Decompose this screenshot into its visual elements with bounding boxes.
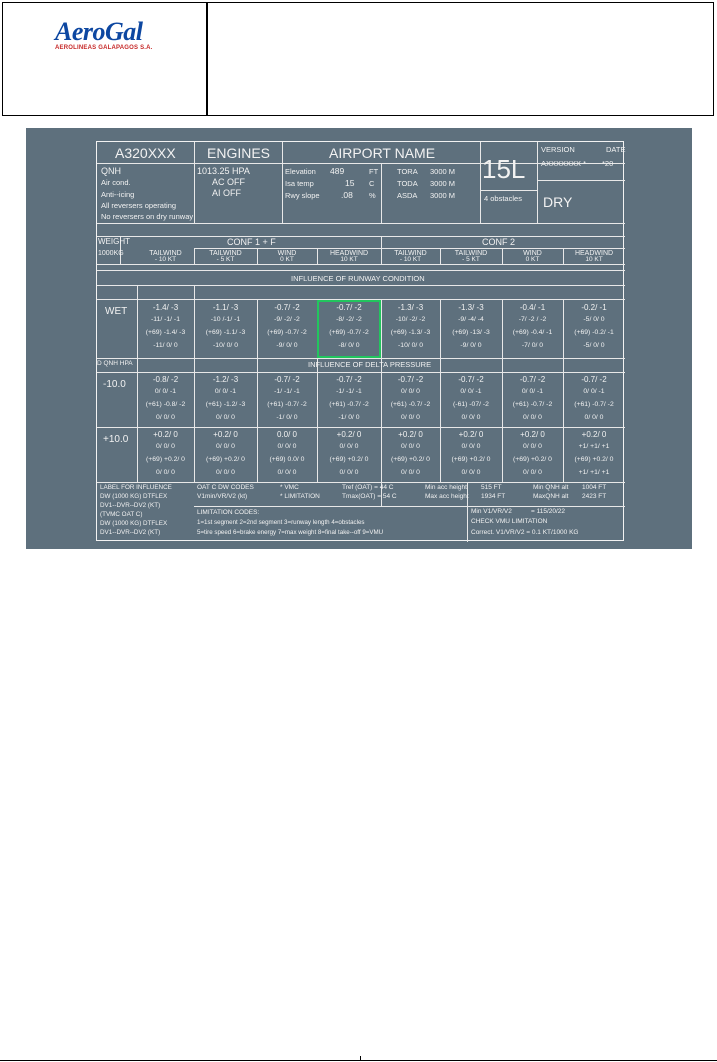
slope-unit: % bbox=[369, 191, 376, 200]
tora-value: 3000 M bbox=[430, 167, 456, 176]
elevation-value: 489 bbox=[330, 166, 345, 176]
isa-unit: C bbox=[369, 179, 375, 188]
version-label: VERSION bbox=[541, 145, 575, 154]
minus10-label: -10.0 bbox=[103, 379, 126, 390]
minus10-cell: -1/ 0/ 0 bbox=[276, 414, 298, 421]
plus10-cell: 0/ 0/ 0 bbox=[461, 469, 481, 476]
plus10-cell: +1/ +1/ +1 bbox=[578, 469, 610, 476]
minus10-cell: -0.7/ -2 bbox=[397, 375, 424, 384]
plus10-cell: +0.2/ 0 bbox=[458, 430, 484, 439]
minus10-cell: (+61) -0.7/ -2 bbox=[329, 401, 369, 408]
tora-label: TORA bbox=[397, 167, 418, 176]
runway-id: 15L bbox=[482, 154, 526, 184]
weight-label: WEIGHT bbox=[98, 237, 130, 246]
aircraft-code: A320XXX bbox=[115, 145, 176, 161]
minus10-cell: 0/ 0/ 0 bbox=[156, 414, 175, 421]
wet-cell: (+69) -0.4/ -1 bbox=[512, 329, 553, 336]
wet-cell: -8/ -2/ -2 bbox=[336, 316, 362, 323]
page-footer-rule bbox=[0, 1060, 717, 1061]
dqnh-label: D QNH HPA bbox=[97, 360, 133, 367]
minus10-cell: -1/ -1/ -1 bbox=[274, 388, 300, 395]
wind-header-label: TAILWIND bbox=[394, 250, 427, 257]
wet-cell: -9/ -4/ -4 bbox=[458, 316, 484, 323]
wind-header-value: - 10 KT bbox=[154, 256, 177, 263]
wind-header-label: TAILWIND bbox=[209, 250, 242, 257]
minus10-cell: -0.8/ -2 bbox=[152, 375, 179, 384]
plus10-cell: (+69) +0.2/ 0 bbox=[391, 456, 430, 463]
conf1-header: CONF 1 + F bbox=[227, 237, 276, 247]
wind-header-value: - 10 KT bbox=[399, 256, 422, 263]
influence-delta-title: INFLUENCE OF DELTA PRESSURE bbox=[308, 360, 432, 369]
min-acc-height: Min acc height bbox=[425, 484, 467, 491]
airport-name: AIRPORT NAME bbox=[329, 145, 436, 161]
minus10-cell: -0.7/ -2 bbox=[274, 375, 300, 384]
min-qnh-alt: Min QNH alt bbox=[533, 484, 569, 491]
minus10-cell: 0/ 0/ 0 bbox=[461, 414, 481, 421]
wet-cell: -10/ -2/ -2 bbox=[395, 316, 426, 323]
plus10-cell: +1/ +1/ +1 bbox=[578, 443, 610, 450]
plus10-cell: +0.2/ 0 bbox=[581, 430, 607, 439]
check-vmu: CHECK VMU LIMITATION bbox=[471, 518, 548, 525]
surface-condition: DRY bbox=[543, 194, 573, 210]
reversers-dry: No reversers on dry runway bbox=[101, 212, 194, 221]
plus10-cell: 0/ 0/ 0 bbox=[401, 443, 420, 450]
wet-cell: -11/ 0/ 0 bbox=[153, 342, 178, 349]
limitation-codes-line1: 1=1st segment 2=2nd segment 3=runway length 4=obstacles bbox=[197, 519, 365, 526]
minus10-cell: (+61) -1.2/ -3 bbox=[205, 401, 246, 408]
plus10-cell: 0/ 0/ 0 bbox=[401, 469, 420, 476]
wind-header-label: TAILWIND bbox=[454, 250, 488, 257]
version-value: AXXXXXXX * bbox=[541, 159, 587, 168]
minus10-cell: -1.2/ -3 bbox=[212, 375, 239, 384]
wet-cell: -5/ 0/ 0 bbox=[583, 316, 605, 323]
wet-cell: -0.2/ -1 bbox=[581, 303, 607, 312]
minus10-cell: (+61) -0.7/ -2 bbox=[512, 401, 553, 408]
wind-header-value: - 5 KT bbox=[216, 256, 235, 263]
wet-cell: (+69) -0.7/ -2 bbox=[267, 329, 307, 336]
wet-cell: -0.7/ -2 bbox=[336, 303, 362, 312]
max-qnh-alt: MaxQNH alt bbox=[533, 493, 569, 500]
plus10-cell: +0.2/ 0 bbox=[153, 430, 178, 439]
plus10-cell: +0.2/ 0 bbox=[398, 430, 423, 439]
isa-value: 15 bbox=[345, 178, 355, 188]
plus10-cell: 0/ 0/ 0 bbox=[216, 469, 235, 476]
tmax: Tmax(OAT) = 54 C bbox=[342, 493, 397, 500]
wet-cell: (+69) -0.7/ -2 bbox=[329, 329, 369, 336]
plus10-cell: (+69) +0.2/ 0 bbox=[206, 456, 245, 463]
page-footer-tick bbox=[360, 1056, 361, 1061]
conf2-header: CONF 2 bbox=[482, 237, 516, 247]
minus10-cell: 0/ 0/ -1 bbox=[214, 388, 237, 395]
asda-label: ASDA bbox=[397, 191, 418, 200]
minus10-cell: -1/ 0/ 0 bbox=[338, 414, 360, 421]
limitation-code: * LIMITATION bbox=[280, 493, 320, 500]
minus10-cell: (+61) -0.7/ -2 bbox=[390, 401, 431, 408]
wind-header-label: WIND bbox=[277, 250, 297, 257]
rtow-card bbox=[96, 141, 624, 541]
slope-label: Rwy slope bbox=[285, 191, 320, 200]
min-acc-height-value: 515 FT bbox=[481, 484, 502, 491]
wet-cell: (+69) -0.2/ -1 bbox=[574, 329, 614, 336]
antiice-value: AI OFF bbox=[212, 188, 241, 198]
engines-label: ENGINES bbox=[207, 145, 271, 161]
plus10-cell: 0/ 0/ 0 bbox=[277, 469, 297, 476]
minus10-cell: 0/ 0/ 0 bbox=[401, 414, 420, 421]
aerogal-logo bbox=[55, 17, 165, 51]
wet-cell: -10/ 0/ 0 bbox=[213, 342, 238, 349]
obstacles-count: 4 obstacles bbox=[484, 194, 522, 203]
minus10-cell: 0/ 0/ -1 bbox=[521, 388, 544, 395]
asda-value: 3000 M bbox=[430, 191, 456, 200]
limitation-codes-line2: 5=tire speed 6=brake energy 7=max weight 8=final take--off 9=VMU bbox=[197, 529, 384, 536]
minus10-cell: -0.7/ -2 bbox=[336, 375, 362, 384]
minus10-cell: 0/ 0/ -1 bbox=[154, 388, 177, 395]
antiice-label: Anti--icing bbox=[101, 190, 135, 199]
minus10-cell: 0/ 0/ -1 bbox=[460, 388, 482, 395]
elevation-unit: FT bbox=[369, 167, 379, 176]
vmc-code: * VMC bbox=[280, 484, 299, 491]
plus10-cell: (+69) +0.2/ 0 bbox=[513, 456, 552, 463]
qnh-label: QNH bbox=[101, 166, 121, 176]
reversers-operating: All reversers operating bbox=[101, 201, 177, 210]
max-acc-height: Max acc height bbox=[425, 493, 469, 500]
wet-cell: -10 /-1/ -1 bbox=[210, 316, 241, 323]
plus10-cell: 0/ 0/ 0 bbox=[156, 443, 175, 450]
plus10-cell: 0.0/ 0 bbox=[276, 430, 297, 439]
wet-label: WET bbox=[105, 306, 128, 317]
speed-correction: Correct. V1/VR/V2 = 0.1 KT/1000 KG bbox=[471, 529, 579, 536]
plus10-cell: +0.2/ 0 bbox=[336, 430, 362, 439]
plus10-cell: (+69) +0.2/ 0 bbox=[329, 456, 369, 463]
oat-codes-1: OAT C DW CODES bbox=[197, 484, 254, 491]
wind-header-label: HEADWIND bbox=[329, 250, 369, 257]
plus10-cell: (+69) 0.0/ 0 bbox=[269, 456, 305, 463]
isa-label: Isa temp bbox=[285, 179, 314, 188]
wind-header-label: HEADWIND bbox=[574, 250, 614, 257]
wet-cell: (+69) -1.3/ -3 bbox=[390, 329, 431, 336]
minus10-cell: -0.7/ -2 bbox=[458, 375, 484, 384]
plus10-cell: 0/ 0/ 0 bbox=[216, 443, 235, 450]
wind-header-value: 0 KT bbox=[280, 256, 294, 263]
wind-header-label: WIND bbox=[523, 250, 542, 257]
legend-line: (TVMC OAT C) bbox=[100, 511, 143, 518]
plus10-cell: (+69) +0.2/ 0 bbox=[574, 456, 614, 463]
wet-cell: -9/ -2/ -2 bbox=[274, 316, 300, 323]
minus10-cell: (+61) -0.7/ -2 bbox=[574, 401, 614, 408]
legend-line: DW (1000 KG) DTFLEX bbox=[100, 493, 168, 500]
minus10-cell: 0/ 0/ 0 bbox=[401, 388, 420, 395]
takeoff-chart-photo bbox=[26, 128, 692, 549]
aircond-label: Air cond. bbox=[101, 178, 131, 187]
wet-cell: -7/ 0/ 0 bbox=[521, 342, 544, 349]
plus10-cell: +0.2/ 0 bbox=[520, 430, 545, 439]
toda-value: 3000 M bbox=[430, 179, 456, 188]
weight-unit: 1000KG bbox=[98, 250, 124, 257]
wind-header-value: 0 KT bbox=[525, 256, 540, 263]
wet-cell: -1.3/ -3 bbox=[397, 303, 424, 312]
wind-header-value: 10 KT bbox=[585, 256, 603, 263]
wind-header-label: TAILWIND bbox=[149, 250, 182, 257]
minus10-cell: 0/ 0/ -1 bbox=[583, 388, 605, 395]
slope-value: .08 bbox=[341, 190, 353, 200]
wet-cell: -8/ 0/ 0 bbox=[338, 342, 360, 349]
minus10-cell: 0/ 0/ 0 bbox=[584, 414, 604, 421]
influence-runway-title: INFLUENCE OF RUNWAY CONDITION bbox=[291, 274, 425, 283]
wet-cell: -11/ -1/ -1 bbox=[151, 316, 180, 323]
wet-cell: -9/ 0/ 0 bbox=[276, 342, 298, 349]
date-value: *20 bbox=[602, 159, 614, 168]
minus10-cell: (+61) -0.7/ -2 bbox=[267, 401, 307, 408]
header-divider bbox=[206, 3, 208, 115]
minus10-cell: (+61) -0.8/ -2 bbox=[145, 401, 186, 408]
min-qnh-alt-value: 1004 FT bbox=[582, 484, 607, 491]
aircond-value: AC OFF bbox=[212, 177, 245, 187]
date-label: DATE bbox=[606, 145, 626, 154]
plus10-cell: 0/ 0/ 0 bbox=[339, 469, 359, 476]
min-speeds-value: = 115/20/22 bbox=[531, 508, 566, 515]
wind-header-value: 10 KT bbox=[340, 256, 358, 263]
plus10-cell: (+69) +0.2/ 0 bbox=[451, 456, 491, 463]
plus10-cell: 0/ 0/ 0 bbox=[277, 443, 297, 450]
logo-wordmark: AeroGal bbox=[55, 17, 143, 46]
max-qnh-alt-value: 2423 FT bbox=[582, 493, 607, 500]
oat-codes-2: V1min/VR/V2 (kt) bbox=[197, 493, 248, 500]
wind-header-value: - 5 KT bbox=[462, 256, 480, 263]
plus10-cell: 0/ 0/ 0 bbox=[523, 443, 542, 450]
minus10-cell: 0/ 0/ 0 bbox=[216, 414, 235, 421]
wet-cell: -0.4/ -1 bbox=[519, 303, 546, 312]
plus10-cell: 0/ 0/ 0 bbox=[523, 469, 542, 476]
min-speeds: Min V1/VR/V2 bbox=[471, 508, 512, 515]
wet-cell: -5/ 0/ 0 bbox=[583, 342, 605, 349]
minus10-cell: -0.7/ -2 bbox=[581, 375, 607, 384]
minus10-cell: (-61) -07/ -2 bbox=[453, 401, 489, 408]
legend-line: LABEL FOR INFLUENCE bbox=[100, 484, 172, 491]
legend-line: DW (1000 KG) DTFLEX bbox=[100, 520, 168, 527]
toda-label: TODA bbox=[397, 179, 418, 188]
wet-cell: -1.3/ -3 bbox=[458, 303, 484, 312]
plus10-cell: 0/ 0/ 0 bbox=[461, 443, 481, 450]
legend-line: DV1--DVR--DV2 (KT) bbox=[100, 529, 161, 536]
wet-cell: -1.1/ -3 bbox=[212, 303, 239, 312]
wet-cell: (+69) -13/ -3 bbox=[452, 329, 490, 336]
limitation-codes-title: LIMITATION CODES: bbox=[197, 509, 260, 516]
plus10-cell: +0.2/ 0 bbox=[213, 430, 238, 439]
wet-cell: -0.7/ -2 bbox=[274, 303, 300, 312]
minus10-cell: -0.7/ -2 bbox=[519, 375, 546, 384]
plus10-cell: 0/ 0/ 0 bbox=[156, 469, 175, 476]
wet-cell: -1.4/ -3 bbox=[152, 303, 179, 312]
minus10-cell: -1/ -1/ -1 bbox=[336, 388, 362, 395]
wet-cell: (+69) -1.1/ -3 bbox=[205, 329, 246, 336]
logo-subtitle: AEROLINEAS GALAPAGOS S.A. bbox=[55, 45, 153, 51]
qnh-value: 1013.25 HPA bbox=[197, 166, 250, 176]
wet-cell: (+69) -1.4/ -3 bbox=[145, 329, 186, 336]
plus10-cell: (+69) +0.2/ 0 bbox=[146, 456, 185, 463]
minus10-cell: 0/ 0/ 0 bbox=[523, 414, 542, 421]
max-acc-height-value: 1934 FT bbox=[481, 493, 506, 500]
plus10-cell: 0/ 0/ 0 bbox=[339, 443, 359, 450]
wet-cell: -10/ 0/ 0 bbox=[398, 342, 423, 349]
plus10-label: +10.0 bbox=[103, 434, 129, 445]
wet-cell: -7/ -2 / -2 bbox=[518, 316, 547, 323]
wet-cell: -9/ 0/ 0 bbox=[460, 342, 482, 349]
document-header bbox=[2, 2, 714, 116]
elevation-label: Elevation bbox=[285, 167, 316, 176]
tref: Tref (OAT) = 44 C bbox=[342, 484, 394, 491]
legend-line: DV1--DVR--DV2 (KT) bbox=[100, 502, 161, 509]
